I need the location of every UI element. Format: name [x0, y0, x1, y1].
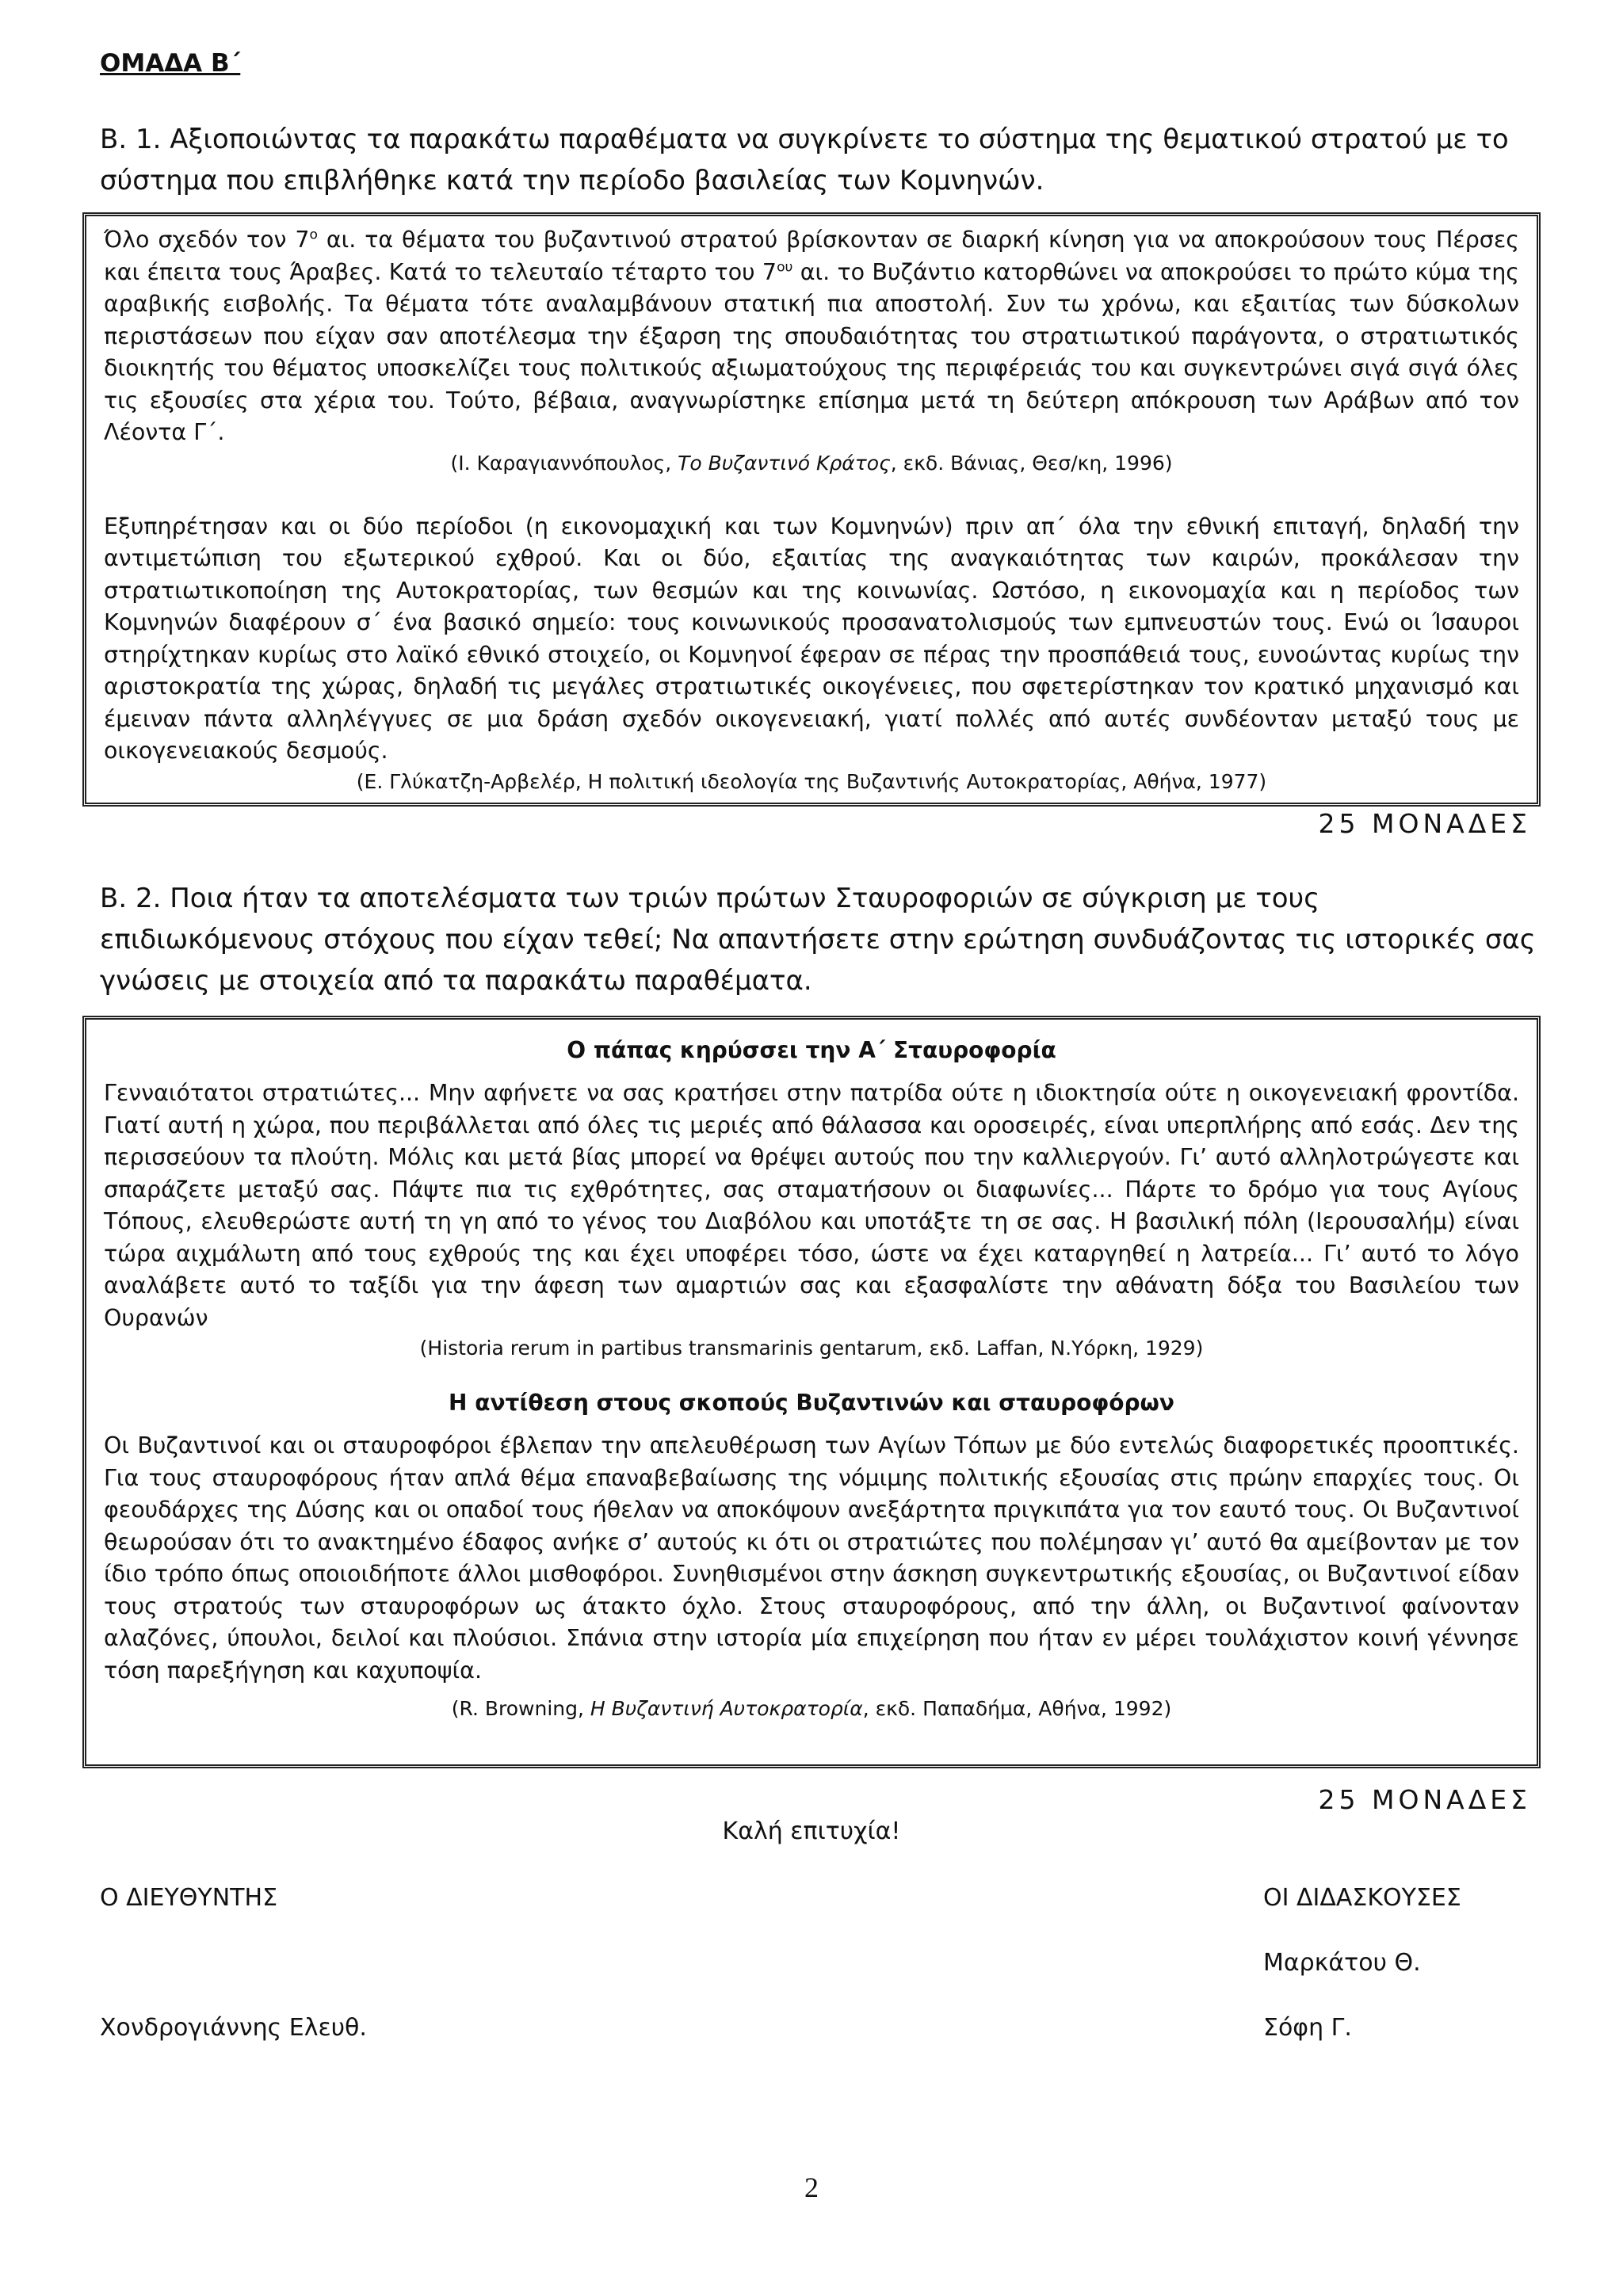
- source-glykatzi-text: Εξυπηρέτησαν και οι δύο περίοδοι (η εικονομαχική και των Κομνηνών) πριν απ΄ όλα την εθνική επιταγή, δηλαδή την αντιμετώπιση του εξωτερικού εχθρού. Και οι δύο, εξαιτίας της αναγκαιότητας των καιρών, προκάλεσαν την στρατιωτικοποίηση της Αυτοκρατορίας, των θεσμών και της κοινωνίας. Ωστόσο, η εικονομαχία και η περίοδος των Κομνηνών διαφέρουν σ΄ ένα βασικό σημείο: τους κοινωνικούς προσανατολισμούς των εμπνευστών τους. Ενώ οι Ίσαυροι στηρίχτηκαν κυρίως στο λαϊκό εθνικό στοιχείο, οι Κομνηνοί έφεραν σε πέρας την προσπάθειά τους, ευνοώντας κυρίως την αριστοκρατία της χώρας, δηλαδή τις μεγάλες στρατιωτικές οικογένειες, που σφετερίστηκαν τον κρατικό μηχανισμό και έμειναν πάντα αλληλέγγυες σε μια δράση σχεδόν οικογενειακή, γιατί πολλές από αυτές συνδέονταν μεταξύ τους με οικογενειακούς δεσμούς.: [104, 513, 1519, 764]
- director-title: Ο ΔΙΕΥΘΥΝΤΗΣ: [100, 1884, 278, 1912]
- source-pope-title: Ο πάπας κηρύσσει την Α΄ Σταυροφορία: [567, 1037, 1056, 1063]
- source-karagiannopoulos-citation: (Ι. Καραγιαννόπουλος, Το Βυζαντινό Κράτος, εκδ. Βάνιας, Θεσ/κη, 1996): [450, 451, 1173, 475]
- marks-b1: 25 ΜΟΝΑΔΕΣ: [1318, 808, 1531, 839]
- question-b2: Β. 2. Ποια ήταν τα αποτελέσματα των τριών πρώτων Σταυροφοριών σε σύγκριση με τους επιδιωκόμενους στόχους που είχαν τεθεί; Να απαντήσετε στην ερώτηση συνδυάζοντας τις ιστορικές σας γνώσεις με στοιχεία από τα παρακάτω παραθέματα.: [100, 883, 1536, 997]
- director-name: Χονδρογιάννης Ελευθ.: [100, 2014, 367, 2042]
- source-box-b2: [82, 1016, 1541, 1768]
- teachers-title: ΟΙ ΔΙΔΑΣΚΟΥΣΕΣ: [1263, 1884, 1461, 1912]
- source-browning-text: Οι Βυζαντινοί και οι σταυροφόροι έβλεπαν την απελευθέρωση των Αγίων Τόπων με δύο εντελώς διαφορετικές προοπτικές. Για τους σταυροφόρους ήταν απλά θέμα επαναβεβαίωσης της νόμιμης πολιτικής εξουσίας στις πρώην επαρχίες τους. Οι φεουδάρχες της Δύσης και οι οπαδοί τους ήθελαν να αποκόψουν ανεξάρτητα πριγκιπάτα για τον εαυτό τους. Οι Βυζαντινοί θεωρούσαν ότι το ανακτημένο έδαφος ανήκε σ’ αυτούς κι ότι οι στρατιώτες που πολέμησαν γι’ αυτό θα αμείβονταν με τον ίδιο τρόπο όπως οποιοιδήποτε άλλοι μισθοφόροι. Συνηθισμένοι στην άσκηση συγκεντρωτικής εξουσίας, οι Βυζαντινοί είδαν τους στρατούς των σταυροφόρων ως άτακτο όχλο. Στους σταυροφόρους, από την άλλη, οι Βυζαντινοί φαίνονταν αλαζόνες, ύπουλοι, δειλοί και πλούσιοι. Σπάνια στην ιστορία μία επιχείρηση που ήταν εν μέρει τουλάχιστον κοινή γέννησε τόση παρεξήγηση και καχυποψία.: [104, 1432, 1519, 1684]
- section-heading: ΟΜΑΔΑ Β΄: [100, 49, 241, 78]
- source-box-b1: [82, 212, 1541, 807]
- marks-b2: 25 ΜΟΝΑΔΕΣ: [1318, 1784, 1531, 1815]
- question-b1: Β. 1. Αξιοποιώντας τα παρακάτω παραθέματα να συγκρίνετε το σύστημα της θεματικού στρατού με το σύστημα που επιβλήθηκε κατά την περίοδο βασιλείας των Κομνηνών.: [100, 124, 1509, 196]
- good-luck-text: Καλή επιτυχία!: [722, 1817, 901, 1845]
- source-karagiannopoulos-text: Όλο σχεδόν τον $7^o$ αι. τα θέματα του βυζαντινού στρατού βρίσκονταν σε διαρκή κίνηση για να αποκρούσουν τους Πέρσες και έπειτα τους Άραβες. Κατά το τελευταίο τέταρτο του $7^{o\upsilon}$ αι. το Βυζάντιο κατορθώνει να αποκρούσει το πρώτο κύμα της αραβικής εισβολής. Τα θέματα τότε αναλαμβάνουν στατική πια αποστολή. Συν τω χρόνω, και εξαιτίας των δύσκολων περιστάσεων που είχαν σαν αποτέλεσμα την έξαρση της σπουδαιότητας του στρατιωτικού παράγοντα, ο στρατιωτικός διοικητής του θέματος υποσκελίζει τους πολιτικούς αξιωματούχους της περιφέρειάς του και συγκεντρώνει σιγά σιγά όλες τις εξουσίες στα χέρια του. Τούτο, βέβαια, αναγνωρίστηκε επίσημα μετά τη δεύτερη απόκρουση των Αράβων από τον Λέοντα Γ΄.: [104, 227, 1519, 445]
- teacher-name-1: Μαρκάτου Θ.: [1263, 1949, 1421, 1977]
- source-browning-title: Η αντίθεση στους σκοπούς Βυζαντινών και σταυροφόρων: [449, 1390, 1174, 1416]
- teacher-name-2: Σόφη Γ.: [1263, 2014, 1352, 2042]
- page-number: 2: [804, 2172, 819, 2203]
- source-pope-citation: (Historia rerum in partibus transmarinis gentarum, εκδ. Laffan, Ν.Υόρκη, 1929): [419, 1337, 1204, 1360]
- source-browning-citation: (R. Browning, Η Βυζαντινή Αυτοκρατορία, εκδ. Παπαδήμα, Αθήνα, 1992): [451, 1697, 1172, 1720]
- source-glykatzi-citation: (Ε. Γλύκατζη-Αρβελέρ, Η πολιτική ιδεολογία της Βυζαντινής Αυτοκρατορίας, Αθήνα, 1977): [356, 769, 1267, 793]
- source-pope-text: Γενναιότατοι στρατιώτες... Μην αφήνετε να σας κρατήσει στην πατρίδα ούτε η ιδιοκτησία ούτε η οικογενειακή φροντίδα. Γιατί αυτή η χώρα, που περιβάλλεται από όλες τις μεριές από θάλασσα και οροσειρές, είναι υπερπλήρης από εσάς. Δεν της περισσεύουν τα πλούτη. Μόλις και μετά βίας μπορεί να θρέψει αυτούς που την καλλιεργούν. Γι’ αυτό αλληλοτρώγεστε και σπαράζετε μεταξύ σας. Πάψτε πια τις εχθρότητες, σας σταματήσουν οι διαφωνίες... Πάρτε το δρόμο για τους Αγίους Τόπους, ελευθερώστε αυτή τη γη από το γένος του Διαβόλου και υποτάξτε τη σε σας. Η βασιλική πόλη (Ιερουσαλήμ) είναι τώρα αιχμάλωτη από τους εχθρούς της και έχει υποφέρει τόσο, ώστε να έχει καταργηθεί η λατρεία... Γι’ αυτό το λόγο αναλάβετε αυτό το ταξίδι για την άφεση των αμαρτιών σας και εξασφαλίστε την αθάνατη δόξα του Βασιλείου των Ουρανών: [104, 1080, 1519, 1331]
